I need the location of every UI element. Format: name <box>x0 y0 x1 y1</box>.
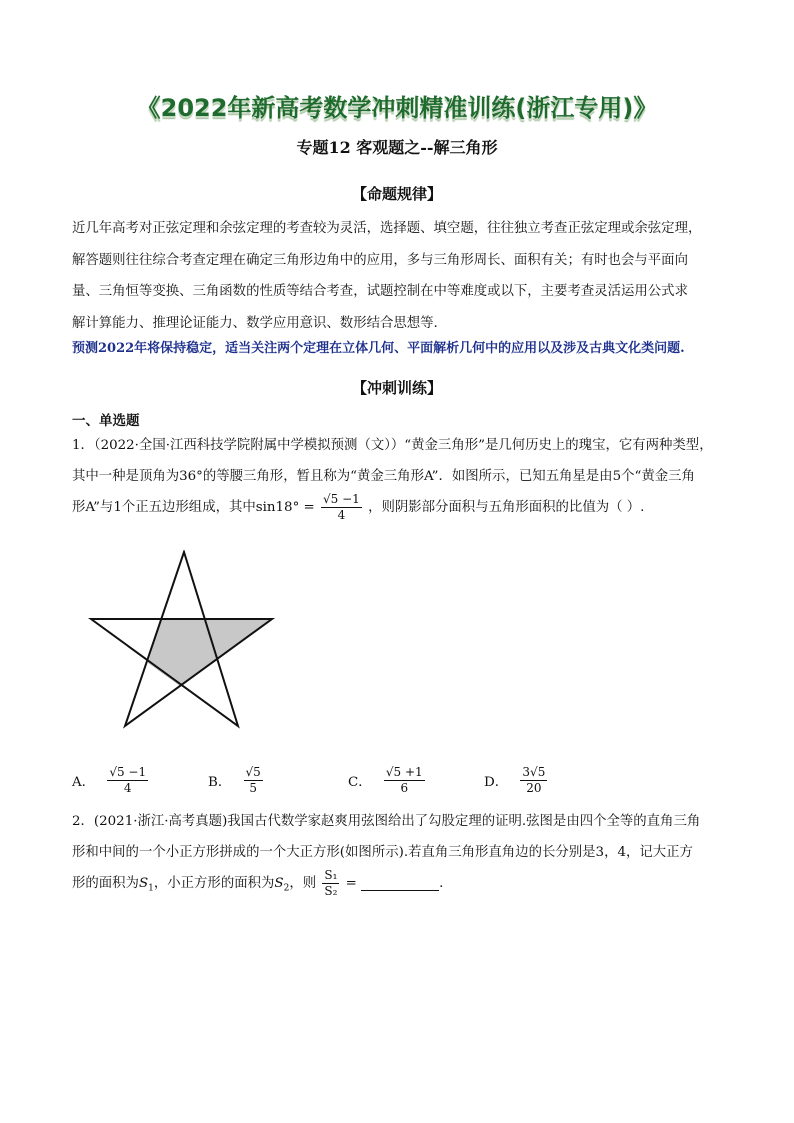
fraction-denominator: 6 <box>400 781 409 795</box>
section-single-choice: 一、单选题 <box>72 413 140 429</box>
rules-line: 近几年高考对正弦定理和余弦定理的考查较为灵活，选择题、填空题，往往独立考查正弦定理或余弦定理， <box>72 221 702 236</box>
q2-text: 形的面积为 <box>72 876 139 891</box>
option-a[interactable] <box>72 765 150 796</box>
option-d[interactable] <box>484 765 549 796</box>
option-c[interactable] <box>348 765 427 796</box>
s1-subscript: 1 <box>148 883 154 894</box>
q1-line3-pre: 形A”与1个正五边形组成，其中sin18° = <box>72 500 315 515</box>
answer-blank[interactable] <box>361 876 439 891</box>
q2-text: ，小正方形的面积为 <box>153 876 275 891</box>
rules-heading: 【命题规律】 <box>351 185 442 203</box>
rules-paragraph <box>72 213 726 339</box>
fraction-denominator: 4 <box>337 508 346 522</box>
fraction-numerator: 3√5 <box>522 765 546 779</box>
fraction-numerator: √5 <box>245 765 261 779</box>
fraction-denominator: 5 <box>249 781 257 795</box>
pentagram-figure <box>88 550 278 735</box>
s2-subscript: 2 <box>283 883 290 894</box>
rules-line: 量、三角恒等变换、三角函数的性质等结合考查，试题控制在中等难度或以下，主要考查灵活运用公式求 <box>72 284 688 299</box>
rules-line: 解答题则往往综合考查定理在确定三角形边角中的应用，多与三角形周长、面积有关；有时也会与平面向 <box>72 252 688 268</box>
option-label: D． <box>484 775 509 790</box>
q2-line: 2．(2021·浙江·高考真题)我国古代数学家赵爽用弦图给出了勾股定理的证明.弦图是由四个全等的直角三角 <box>72 814 701 829</box>
q2-text: = <box>345 876 357 891</box>
fraction-denominator: 4 <box>123 781 132 795</box>
area-ratio-fraction <box>322 868 339 899</box>
q1-line: 其中一种是顶角为36°的等腰三角形，暂且称为“黄金三角形A”．如图所示，已知五角星是由5个“黄金三角 <box>72 469 695 484</box>
rules-line: 解计算能力、推理论证能力、数学应用意识、数形结合思想等. <box>72 315 438 331</box>
q1-line3-post: ，则阴影部分面积与五角形面积的比值为（ ）. <box>368 500 645 515</box>
q2-line: 形和中间的一个小正方形拼成的一个大正方形(如图所示).若直角三角形直角边的长分别是3，4，记大正方 <box>72 845 693 860</box>
q2-line <box>72 868 732 905</box>
sin18-fraction <box>321 492 362 523</box>
prediction-text: 预测2022年将保持稳定，适当关注两个定理在立体几何、平面解析几何中的应用以及涉及古典文化类问题. <box>72 341 685 356</box>
q1-line: 1．（2022·全国·江西科技学院附属中学模拟预测（文））“黄金三角形”是几何历史上的瑰宝，它有两种类型， <box>72 438 713 453</box>
q2-text: . <box>439 876 444 891</box>
option-label: C． <box>348 775 372 790</box>
question-1 <box>72 430 732 523</box>
topic-subtitle: 专题12 客观题之--解三角形 <box>296 138 498 157</box>
option-fraction <box>384 765 425 796</box>
option-label: A． <box>72 775 96 790</box>
s2-symbol: S <box>274 876 284 891</box>
question-2 <box>72 806 732 905</box>
q2-text: ，则 <box>289 876 317 891</box>
shaded-region <box>148 619 272 686</box>
option-fraction <box>107 765 148 796</box>
fraction-denominator: 20 <box>526 781 542 795</box>
fraction-numerator: √5 −1 <box>323 492 360 506</box>
option-b[interactable] <box>208 765 265 796</box>
fraction-denominator: S₂ <box>324 884 338 898</box>
practice-heading: 【冲刺训练】 <box>351 379 442 397</box>
fraction-numerator: S₁ <box>324 868 338 882</box>
fraction-numerator: √5 −1 <box>109 765 147 779</box>
option-label: B． <box>208 775 232 790</box>
document-title: 《2022年新高考数学冲刺精准训练(浙江专用)》 <box>136 94 658 122</box>
q1-line <box>72 492 732 523</box>
option-fraction <box>244 765 263 796</box>
fraction-numerator: √5 +1 <box>385 765 423 779</box>
option-fraction <box>520 765 547 796</box>
s1-symbol: S <box>138 876 149 891</box>
